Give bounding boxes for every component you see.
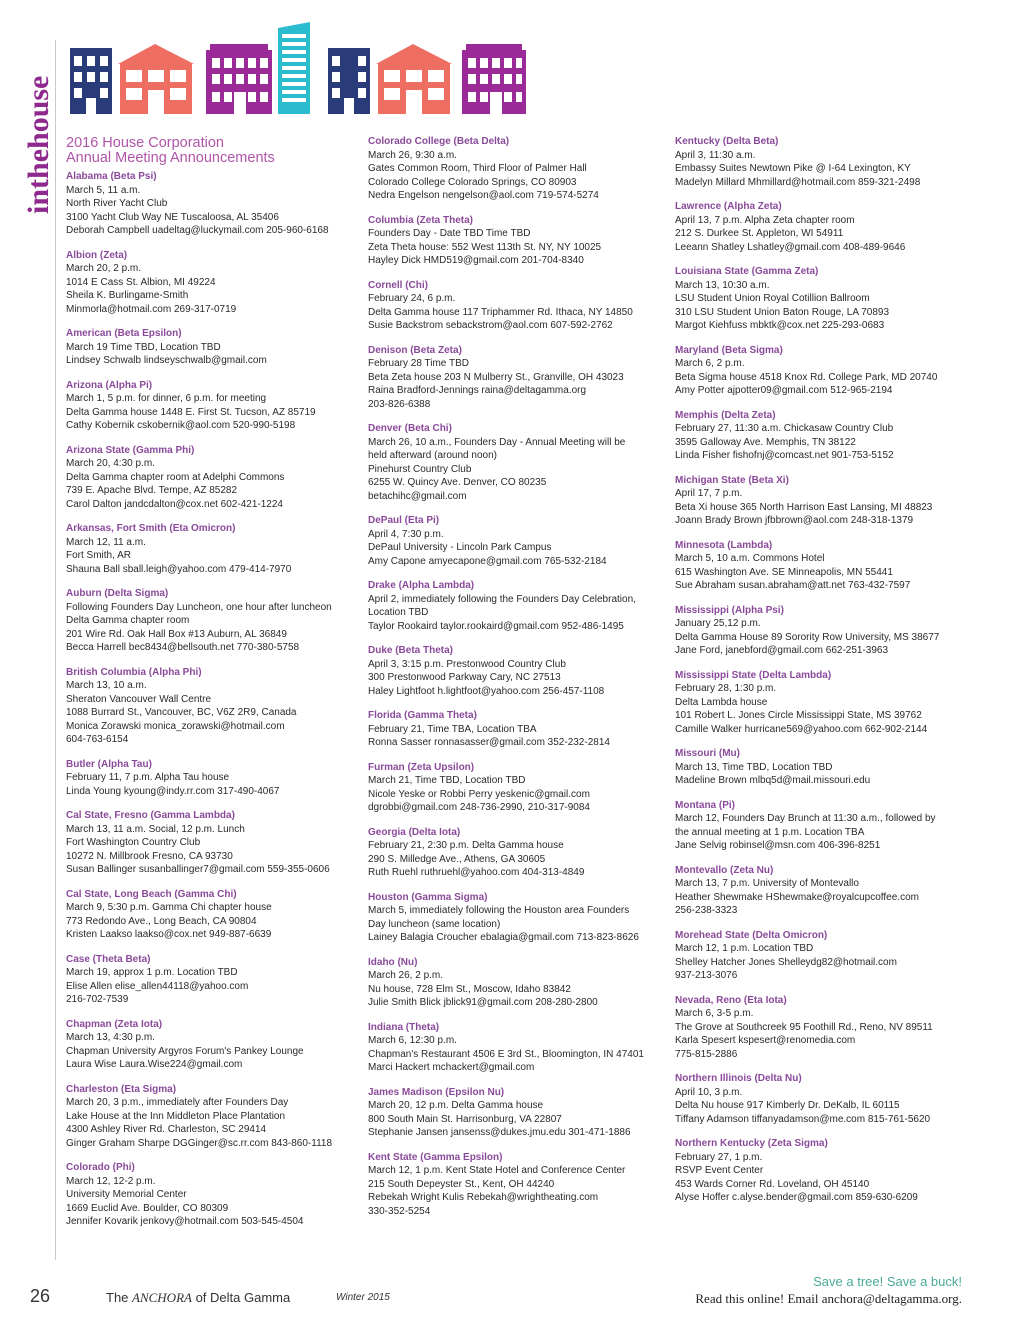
chapter-entry — [368, 956, 660, 1010]
entry-detail-line: Sheraton Vancouver Wall Centre — [66, 693, 212, 705]
chapter-name: Northern Kentucky (Zeta Sigma) — [675, 1138, 828, 1149]
building-teal-tower — [278, 22, 310, 114]
entry-detail-line: 201 Wire Rd. Oak Hall Box #13 Auburn, AL 36849 — [66, 628, 287, 640]
chapter-entry — [368, 279, 660, 333]
entry-detail-line: Pinehurst Country Club — [368, 463, 472, 475]
chapter-name: Minnesota (Lambda) — [675, 539, 773, 551]
chapter-entry — [368, 891, 660, 945]
entry-detail-line: Nicole Yeske or Robbi Perry yeskenic@gmail.com — [368, 788, 590, 800]
chapter-name: Arizona (Alpha Pi) — [66, 379, 153, 391]
building-purple-1 — [206, 44, 272, 114]
column-3-entries — [675, 135, 967, 1205]
entry-detail-line: the annual meeting at 1 p.m. Location TBA — [675, 826, 865, 838]
entry-detail-line: February 21, Time TBA, Location TBA — [368, 723, 537, 735]
entry-detail-line: 615 Washington Ave. SE Minneapolis, MN 55441 — [675, 566, 893, 578]
chapter-entry — [675, 994, 967, 1062]
entry-detail-line: 453 Wards Corner Rd. Loveland, OH 45140 — [675, 1178, 870, 1190]
chapter-name: Northern Illinois (Delta Nu) — [675, 1073, 802, 1084]
chapter-entry — [675, 747, 967, 788]
entry-detail-line: North River Yacht Club — [66, 198, 168, 209]
chapter-name: Cal State, Long Beach (Gamma Chi) — [66, 888, 237, 900]
entry-detail-line: March 5, 10 a.m. Commons Hotel — [675, 553, 825, 564]
entry-detail-line: Karla Spesert kspesert@renomedia.com — [675, 1035, 856, 1046]
building-coral-2 — [376, 44, 452, 114]
entry-detail-line: Stephanie Jansen jansenss@dukes.jmu.edu 301-471-1886 — [368, 1127, 631, 1138]
entry-detail-line: March 13, 10 a.m. — [66, 680, 147, 691]
entry-detail-line: 739 E. Apache Blvd. Tempe, AZ 85282 — [66, 485, 238, 496]
entry-detail-line: February 11, 7 p.m. Alpha Tau house — [66, 772, 230, 783]
entry-detail-line: Delta Gamma chapter room — [66, 615, 190, 626]
vertical-divider — [55, 40, 56, 1260]
entry-detail-line: Beta Xi house 365 North Harrison East Lansing, MI 48823 — [675, 501, 933, 513]
entry-detail-line: 256-238-3323 — [675, 905, 738, 916]
chapter-name: Nevada, Reno (Eta Iota) — [675, 994, 787, 1006]
chapter-name: Louisiana State (Gamma Zeta) — [675, 266, 819, 277]
entry-detail-line: March 21, Time TBD, Location TBD — [368, 775, 526, 786]
entry-detail-line: Marci Hackert mchackert@gmail.com — [368, 1062, 535, 1073]
entry-detail-line: Susie Backstrom sebackstrom@aol.com 607-592-2762 — [368, 320, 613, 331]
entry-detail-line: dgrobbi@gmail.com 248-736-2990, 210-317-9084 — [368, 802, 590, 813]
chapter-entry — [368, 344, 660, 412]
entry-detail-line: Following Founders Day Luncheon, one hour after luncheon — [66, 601, 332, 613]
chapter-entry — [66, 379, 358, 433]
entry-detail-line: Ruth Ruehl ruthruehl@yahoo.com 404-313-4849 — [368, 867, 585, 878]
entry-detail-line: March 13, 11 a.m. Social, 12 p.m. Lunch — [66, 823, 245, 835]
header-line-1: 2016 House Corporation — [66, 135, 224, 151]
entry-detail-line: February 28, 1:30 p.m. — [675, 683, 777, 694]
entry-detail-line: 800 South Main St. Harrisonburg, VA 22807 — [368, 1113, 562, 1125]
chapter-entry — [675, 604, 967, 658]
chapter-name: Butler (Alpha Tau) — [66, 758, 152, 770]
chapter-name: Houston (Gamma Sigma) — [368, 891, 488, 903]
entry-detail-line: 3100 Yacht Club Way NE Tuscaloosa, AL 35406 — [66, 211, 279, 223]
entry-detail-line: held afterward (around noon) — [368, 450, 497, 461]
entry-detail-line: Shelley Hatcher Jones Shelleydg82@hotmail.com — [675, 956, 897, 968]
chapter-entry — [675, 799, 967, 853]
chapter-name: Alabama (Beta Psi) — [66, 171, 157, 182]
entry-detail-line: March 6, 2 p.m. — [675, 358, 745, 369]
entry-detail-line: March 13, 7 p.m. University of Montevallo — [675, 878, 859, 889]
entry-detail-line: 775-815-2886 — [675, 1048, 738, 1060]
entry-detail-line: Margot Kiehfuss mbktk@cox.net 225-293-0683 — [675, 320, 885, 331]
entry-detail-line: March 20, 2 p.m. — [66, 263, 142, 274]
chapter-entry — [66, 587, 358, 655]
entry-detail-line: March 26, 10 a.m., Founders Day - Annual Meeting will be — [368, 436, 626, 448]
entry-detail-line: Camille Walker hurricane569@yahoo.com 662-902-2144 — [675, 723, 928, 735]
entry-detail-line: Day luncheon (same location) — [368, 918, 501, 930]
chapter-name: Drake (Alpha Lambda) — [368, 580, 475, 591]
entry-detail-line: Haley Lightfoot h.lightfoot@yahoo.com 256-457-1108 — [368, 685, 605, 697]
entry-detail-line: Heather Shewmake HShewmake@royalcupcoffee.com — [675, 891, 919, 903]
entry-detail-line: 3595 Galloway Ave. Memphis, TN 38122 — [675, 436, 856, 448]
entry-detail-line: Fort Smith, AR — [66, 550, 132, 561]
magazine-post: of Delta Gamma — [191, 1290, 291, 1305]
entry-detail-line: March 12, 11 a.m. — [66, 536, 146, 548]
entry-detail-line: 937-213-3076 — [675, 970, 738, 981]
chapter-entry — [368, 135, 660, 203]
chapter-name: Florida (Gamma Theta) — [368, 710, 477, 721]
entry-detail-line: 604-763-6154 — [66, 734, 129, 745]
entry-detail-line: March 19 Time TBD, Location TBD — [66, 341, 221, 353]
entry-detail-line: 290 S. Milledge Ave., Athens, GA 30605 — [368, 853, 546, 865]
entry-detail-line: Kristen Laakso laakso@cox.net 949-887-6639 — [66, 929, 272, 940]
entry-detail-line: LSU Student Union Royal Cotillion Ballroom — [675, 293, 870, 304]
chapter-name: Columbia (Zeta Theta) — [368, 214, 474, 226]
chapter-name: Morehead State (Delta Omicron) — [675, 929, 828, 941]
chapter-entry — [66, 327, 358, 368]
entry-detail-line: 10272 N. Millbrook Fresno, CA 93730 — [66, 850, 233, 862]
entry-detail-line: Madelyn Millard Mhmillard@hotmail.com 859-321-2498 — [675, 176, 921, 188]
magazine-title: ANCHORA — [132, 1290, 192, 1305]
entry-detail-line: Lainey Balagia Croucher ebalagia@gmail.com 713-823-8626 — [368, 932, 639, 943]
chapter-name: American (Beta Epsilon) — [66, 328, 182, 339]
chapter-entry — [675, 1072, 967, 1126]
entry-detail-line: March 6, 3-5 p.m. — [675, 1008, 754, 1019]
entry-detail-line: March 12, 12-2 p.m. — [66, 1175, 156, 1187]
entry-detail-line: Nu house, 728 Elm St., Moscow, Idaho 83842 — [368, 983, 571, 995]
chapter-entry — [675, 864, 967, 918]
entry-detail-line: Cathy Kobernik cskobernik@aol.com 520-990-5198 — [66, 420, 296, 431]
chapter-name: Mississippi State (Delta Lambda) — [675, 669, 832, 681]
entry-detail-line: Linda Young kyoung@indy.rr.com 317-490-4067 — [66, 785, 280, 797]
chapter-entry — [675, 344, 967, 398]
column-1-entries — [66, 170, 358, 1229]
chapter-name: Memphis (Delta Zeta) — [675, 409, 776, 421]
entry-detail-line: Linda Fisher fishofnj@comcast.net 901-753-5152 — [675, 450, 894, 461]
entry-detail-line: Taylor Rookaird taylor.rookaird@gmail.com 952-486-1495 — [368, 620, 624, 632]
chapter-entry — [66, 249, 358, 317]
chapter-name: James Madison (Epsilon Nu) — [368, 1086, 505, 1098]
entry-detail-line: Minmorla@hotmail.com 269-317-0719 — [66, 303, 237, 315]
entry-detail-line: Zeta Theta house: 552 West 113th St. NY, NY 10025 — [368, 241, 602, 253]
chapter-entry — [368, 422, 660, 503]
entry-detail-line: Becca Harrell bec8434@bellsouth.net 770-380-5758 — [66, 642, 300, 653]
entry-detail-line: Delta Lambda house — [675, 696, 768, 708]
entry-detail-line: Colorado College Colorado Springs, CO 80903 — [368, 176, 577, 188]
chapter-entry — [675, 265, 967, 333]
chapter-entry — [368, 644, 660, 698]
chapter-entry — [66, 758, 358, 799]
entry-detail-line: March 12, 1 p.m. Location TBD — [675, 943, 814, 954]
chapter-entry — [368, 579, 660, 633]
entry-detail-line: March 13, Time TBD, Location TBD — [675, 761, 833, 773]
chapter-entry — [66, 809, 358, 877]
chapter-entry — [66, 666, 358, 747]
entry-detail-line: Lake House at the Inn Middleton Place Plantation — [66, 1110, 286, 1122]
entry-detail-line: April 10, 3 p.m. — [675, 1086, 743, 1098]
column-2-entries — [368, 135, 660, 1218]
chapter-name: Auburn (Delta Sigma) — [66, 588, 169, 599]
chapter-entry — [368, 709, 660, 750]
entry-detail-line: March 1, 5 p.m. for dinner, 6 p.m. for meeting — [66, 393, 267, 404]
entry-detail-line: Nedra Engelson nengelson@aol.com 719-574-5274 — [368, 190, 599, 201]
chapter-name: Denver (Beta Chi) — [368, 423, 452, 434]
chapter-name: DePaul (Eta Pi) — [368, 515, 440, 526]
entry-detail-line: January 25,12 p.m. — [675, 618, 761, 629]
chapter-name: Arizona State (Gamma Phi) — [66, 444, 195, 456]
entry-detail-line: 1669 Euclid Ave. Boulder, CO 80309 — [66, 1202, 229, 1214]
column-1 — [66, 136, 358, 1240]
entry-detail-line: Fort Washington Country Club — [66, 837, 201, 848]
magazine-name — [106, 1290, 290, 1306]
chapter-entry — [368, 214, 660, 268]
chapter-entry — [368, 826, 660, 880]
entry-detail-line: April 3, 3:15 p.m. Prestonwood Country Club — [368, 658, 566, 670]
save-tree-tagline: Save a tree! Save a buck! — [813, 1274, 962, 1289]
entry-detail-line: Amy Capone amyecapone@gmail.com 765-532-2184 — [368, 555, 607, 567]
chapter-name: Denison (Beta Zeta) — [368, 344, 462, 356]
entry-detail-line: 1088 Burrard St., Vancouver, BC, V6Z 2R9, Canada — [66, 707, 297, 718]
entry-detail-line: Founders Day - Date TBD Time TBD — [368, 228, 531, 239]
entry-detail-line: Beta Sigma house 4518 Knox Rd. College Park, MD 20740 — [675, 371, 938, 383]
entry-detail-line: RSVP Event Center — [675, 1165, 764, 1176]
chapter-name: Colorado College (Beta Delta) — [368, 136, 510, 147]
chapter-name: Georgia (Delta Iota) — [368, 826, 461, 838]
entry-detail-line: March 6, 12:30 p.m. — [368, 1035, 457, 1046]
entry-detail-line: February 24, 6 p.m. — [368, 293, 456, 304]
entry-detail-line: The Grove at Southcreek 95 Foothill Rd., Reno, NV 89511 — [675, 1021, 933, 1033]
entry-detail-line: Delta Gamma house 1448 E. First St. Tucson, AZ 85719 — [66, 406, 316, 418]
entry-detail-line: Chapman's Restaurant 4506 E 3rd St., Bloomington, IN 47401 — [368, 1048, 644, 1060]
entry-detail-line: Jennifer Kovarik jenkovy@hotmail.com 503-545-4504 — [66, 1216, 304, 1227]
entry-detail-line: Hayley Dick HMD519@gmail.com 201-704-8340 — [368, 255, 584, 266]
chapter-entry — [66, 953, 358, 1007]
entry-detail-line: Elise Allen elise_allen44118@yahoo.com — [66, 980, 249, 992]
chapter-name: British Columbia (Alpha Phi) — [66, 666, 202, 678]
entry-detail-line: Shauna Ball sball.leigh@yahoo.com 479-414-7970 — [66, 563, 292, 575]
entry-detail-line: 216-702-7539 — [66, 994, 129, 1005]
entry-detail-line: Deborah Campbell uadeltag@luckymail.com 205-960-6168 — [66, 225, 329, 236]
chapter-entry — [675, 474, 967, 528]
entry-detail-line: Lindsey Schwalb lindseyschwalb@gmail.com — [66, 355, 267, 366]
entry-detail-line: Sue Abraham susan.abraham@att.net 763-432-7597 — [675, 580, 911, 591]
announcements-header — [66, 136, 358, 166]
chapter-entry — [675, 669, 967, 737]
building-purple-2 — [462, 44, 526, 114]
entry-detail-line: Tiffany Adamson tiffanyadamson@me.com 815-761-5620 — [675, 1113, 931, 1125]
entry-detail-line: Sheila K. Burlingame-Smith — [66, 290, 189, 301]
entry-detail-line: March 26, 2 p.m. — [368, 970, 444, 981]
entry-detail-line: 330-352-5254 — [368, 1205, 431, 1217]
entry-detail-line: March 20, 12 p.m. Delta Gamma house — [368, 1100, 544, 1111]
chapter-entry — [66, 1161, 358, 1229]
entry-detail-line: Delta Gamma House 89 Sorority Row University, MS 38677 — [675, 631, 940, 643]
entry-detail-line: February 27, 11:30 a.m. Chickasaw Country Club — [675, 423, 894, 434]
chapter-name: Montana (Pi) — [675, 799, 735, 811]
entry-detail-line: Monica Zorawski monica_zorawski@hotmail.com — [66, 720, 285, 732]
entry-detail-line: Leeann Shatley Lshatley@gmail.com 408-489-9646 — [675, 241, 906, 253]
chapter-name: Colorado (Phi) — [66, 1162, 135, 1173]
entry-detail-line: Julie Smith Blick jblick91@gmail.com 208-280-2800 — [368, 997, 598, 1008]
chapter-entry — [675, 539, 967, 593]
entry-detail-line: April 2, immediately following the Founders Day Celebration, — [368, 593, 636, 605]
chapter-entry — [675, 929, 967, 983]
entry-detail-line: February 21, 2:30 p.m. Delta Gamma house — [368, 840, 564, 851]
chapter-name: Mississippi (Alpha Psi) — [675, 604, 784, 616]
chapter-entry — [675, 135, 967, 189]
entry-detail-line: March 26, 9:30 a.m. — [368, 149, 457, 161]
building-navy-1 — [70, 48, 112, 114]
column-2 — [368, 135, 660, 1229]
entry-detail-line: Ronna Sasser ronnasasser@gmail.com 352-232-2814 — [368, 737, 610, 748]
chapter-name: Lawrence (Alpha Zeta) — [675, 201, 782, 212]
entry-detail-line: Jane Selvig robinsel@msn.com 406-396-8251 — [675, 840, 881, 851]
entry-detail-line: 101 Robert L. Jones Circle Mississippi State, MS 39762 — [675, 710, 922, 721]
chapter-name: Indiana (Theta) — [368, 1021, 440, 1033]
magazine-pre: The — [106, 1290, 133, 1305]
entry-detail-line: 4300 Ashley River Rd. Charleston, SC 29414 — [66, 1124, 267, 1135]
entry-detail-line: Alyse Hoffer c.alyse.bender@gmail.com 859-630-6209 — [675, 1192, 918, 1203]
column-3 — [675, 135, 967, 1216]
entry-detail-line: Chapman University Argyros Forum's Pankey Lounge — [66, 1045, 304, 1057]
building-navy-2 — [328, 48, 370, 114]
entry-detail-line: March 9, 5:30 p.m. Gamma Chi chapter house — [66, 902, 272, 913]
page-number: 26 — [30, 1286, 51, 1306]
entry-detail-line: Jane Ford, janebford@gmail.com 662-251-3963 — [675, 645, 889, 656]
section-title: inthehouse — [22, 75, 55, 214]
entry-detail-line: February 27, 1 p.m. — [675, 1151, 763, 1163]
entry-detail-line: April 4, 7:30 p.m. — [368, 528, 444, 540]
entry-detail-line: Embassy Suites Newtown Pike @ I-64 Lexington, KY — [675, 163, 911, 174]
entry-detail-line: 310 LSU Student Union Baton Rouge, LA 70893 — [675, 306, 890, 318]
chapter-name: Kentucky (Delta Beta) — [675, 136, 779, 147]
entry-detail-line: March 12, 1 p.m. Kent State Hotel and Conference Center — [368, 1165, 626, 1176]
entry-detail-line: 300 Prestonwood Parkway Cary, NC 27513 — [368, 672, 561, 683]
entry-detail-line: Carol Dalton jandcdalton@cox.net 602-421-1224 — [66, 498, 283, 510]
chapter-entry — [675, 409, 967, 463]
entry-detail-line: Laura Wise Laura.Wise224@gmail.com — [66, 1059, 243, 1070]
section-title-vertical — [22, 58, 55, 218]
entry-detail-line: Delta Nu house 917 Kimberly Dr. DeKalb, IL 60115 — [675, 1100, 900, 1111]
chapter-name: Cornell (Chi) — [368, 279, 428, 291]
chapter-entry — [66, 1083, 358, 1151]
read-online-note: Read this online! Email anchora@deltagamma.org. — [695, 1291, 962, 1306]
entry-detail-line: February 28 Time TBD — [368, 358, 469, 369]
chapter-name: Albion (Zeta) — [66, 249, 128, 261]
entry-detail-line: DePaul University - Lincoln Park Campus — [368, 542, 552, 553]
chapter-name: Maryland (Beta Sigma) — [675, 344, 783, 356]
entry-detail-line: Madeline Brown mlbq5d@mail.missouri.edu — [675, 775, 871, 786]
entry-detail-line: March 20, 4:30 p.m. — [66, 458, 155, 469]
chapter-name: Arkansas, Fort Smith (Eta Omicron) — [66, 523, 236, 534]
entry-detail-line: March 20, 3 p.m., immediately after Founders Day — [66, 1097, 289, 1108]
entry-detail-line: March 13, 10:30 a.m. — [675, 279, 770, 291]
chapter-name: Missouri (Mu) — [675, 748, 740, 759]
entry-detail-line: April 17, 7 p.m. — [675, 488, 743, 499]
entry-detail-line: Delta Gamma chapter room at Adelphi Commons — [66, 471, 285, 483]
chapter-entry — [66, 170, 358, 238]
chapter-entry — [66, 888, 358, 942]
entry-detail-line: Delta Gamma house 117 Triphammer Rd. Ithaca, NY 14850 — [368, 306, 633, 318]
chapter-entry — [368, 514, 660, 568]
issue-label: Winter 2015 — [336, 1292, 390, 1303]
chapter-entry — [368, 761, 660, 815]
entry-detail-line: Susan Ballinger susanballinger7@gmail.com 559-355-0606 — [66, 864, 330, 875]
entry-detail-line: Rebekah Wright Kulis Rebekah@wrightheating.com — [368, 1192, 599, 1203]
entry-detail-line: Amy Potter ajpotter09@gmail.com 512-965-2194 — [675, 385, 893, 396]
entry-detail-line: betachihc@gmail.com — [368, 490, 467, 502]
entry-detail-line: 203-826-6388 — [368, 398, 431, 410]
buildings-illustration — [70, 22, 530, 114]
entry-detail-line: 6255 W. Quincy Ave. Denver, CO 80235 — [368, 477, 547, 488]
chapter-entry — [66, 522, 358, 576]
chapter-name: Montevallo (Zeta Nu) — [675, 864, 774, 876]
entry-detail-line: 215 South Depeyster St., Kent, OH 44240 — [368, 1178, 555, 1190]
entry-detail-line: March 13, 4:30 p.m. — [66, 1032, 155, 1043]
chapter-entry — [368, 1021, 660, 1075]
entry-detail-line: Raina Bradford-Jennings raina@deltagamma.org — [368, 385, 587, 396]
entry-detail-line: Location TBD — [368, 607, 429, 618]
chapter-name: Idaho (Nu) — [368, 956, 418, 968]
chapter-entry — [368, 1086, 660, 1140]
entry-detail-line: March 5, 11 a.m. — [66, 184, 141, 196]
entry-detail-line: University Memorial Center — [66, 1189, 187, 1200]
chapter-name: Furman (Zeta Upsilon) — [368, 761, 475, 773]
entry-detail-line: 212 S. Durkee St. Appleton, WI 54911 — [675, 228, 844, 239]
chapter-entry — [66, 1018, 358, 1072]
entry-detail-line: March 5, immediately following the Houston area Founders — [368, 905, 630, 916]
chapter-entry — [368, 1151, 660, 1219]
chapter-name: Duke (Beta Theta) — [368, 645, 454, 656]
chapter-name: Case (Theta Beta) — [66, 953, 151, 965]
entry-detail-line: 1014 E Cass St. Albion, MI 49224 — [66, 276, 216, 288]
entry-detail-line: Beta Zeta house 203 N Mulberry St., Granville, OH 43023 — [368, 371, 624, 383]
chapter-name: Michigan State (Beta Xi) — [675, 474, 789, 486]
entry-detail-line: March 12, Founders Day Brunch at 11:30 a.m., followed by — [675, 813, 936, 824]
building-coral-1 — [118, 44, 194, 114]
chapter-name: Chapman (Zeta Iota) — [66, 1018, 163, 1030]
entry-detail-line: Ginger Graham Sharpe DGGinger@sc.rr.com 843-860-1118 — [66, 1137, 333, 1149]
chapter-name: Kent State (Gamma Epsilon) — [368, 1151, 503, 1163]
entry-detail-line: April 13, 7 p.m. Alpha Zeta chapter room — [675, 214, 855, 226]
chapter-name: Charleston (Eta Sigma) — [66, 1083, 177, 1095]
entry-detail-line: April 3, 11:30 a.m. — [675, 149, 756, 161]
entry-detail-line: 773 Redondo Ave., Long Beach, CA 90804 — [66, 915, 257, 927]
header-line-2: Annual Meeting Announcements — [66, 150, 275, 166]
chapter-entry — [675, 1137, 967, 1205]
entry-detail-line: Gates Common Room, Third Floor of Palmer Hall — [368, 163, 587, 174]
chapter-entry — [66, 444, 358, 512]
entry-detail-line: Joann Brady Brown jfbbrown@aol.com 248-318-1379 — [675, 515, 914, 526]
chapter-entry — [675, 200, 967, 254]
entry-detail-line: March 19, approx 1 p.m. Location TBD — [66, 967, 238, 978]
chapter-name: Cal State, Fresno (Gamma Lambda) — [66, 810, 235, 821]
